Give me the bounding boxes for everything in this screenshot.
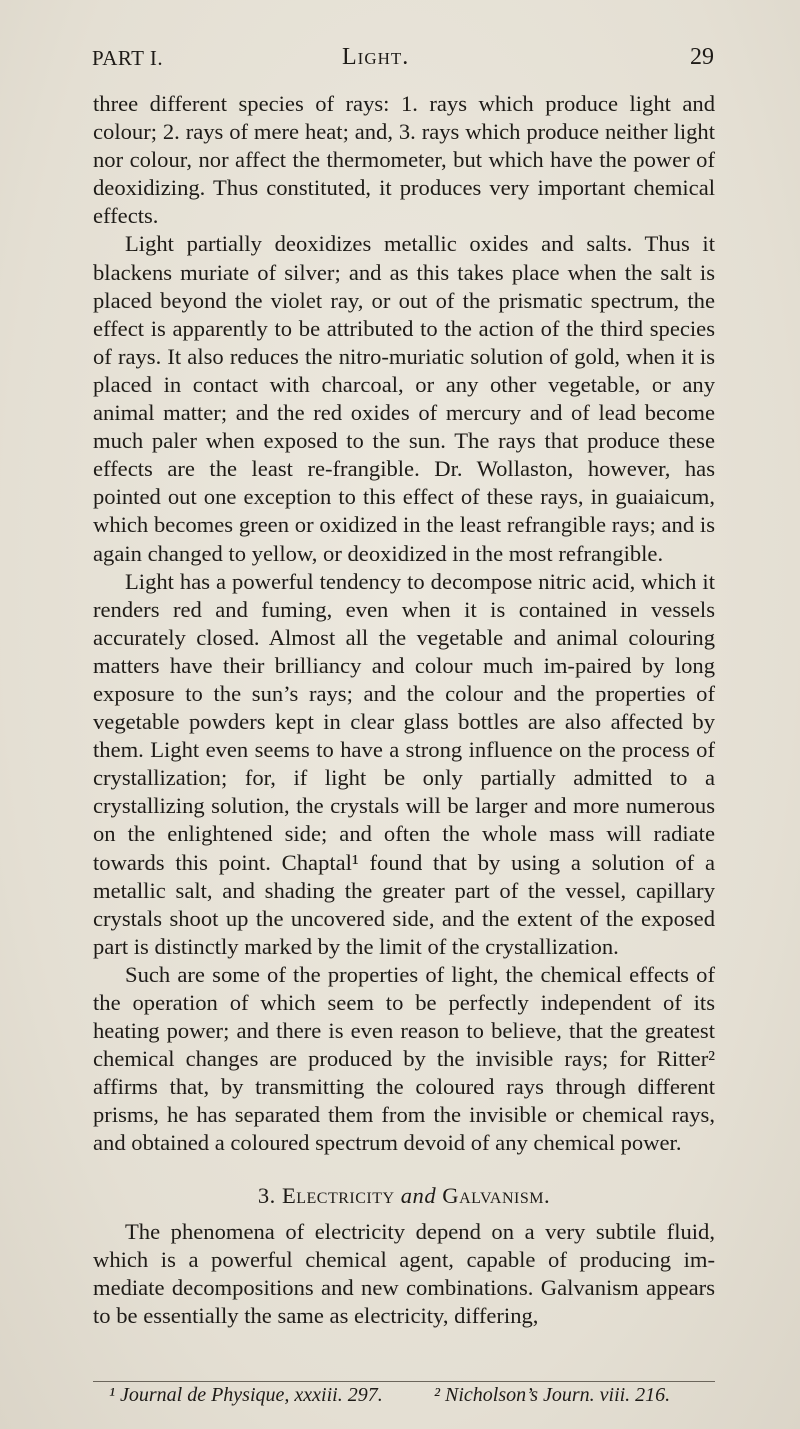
section-number: 3. bbox=[257, 1182, 276, 1208]
footnote-1: ¹ Journal de Physique, xxxiii. 297. bbox=[109, 1384, 383, 1406]
running-head-title: Light. bbox=[342, 44, 410, 70]
page-number: 29 bbox=[690, 44, 714, 70]
section-title-conjunction: and bbox=[400, 1182, 437, 1208]
paragraph-3: Light has a powerful tendency to decompose nitric acid, which it renders red and fuming, even when it is contained in vessels accurately closed. Almost all the vegetable and animal colouring matters have their brilliancy and colour much im-paired by long exposure to the sun’s rays; and the colour and the properties of vegetable powders kept in clear glass bottles are also affected by them. Light even seems to have a strong influence on the process of crystallization; for, if light be only partially admitted to a crystallizing solution, the crystals will be larger and more numerous on the enlightened side; and often the whole mass will radiate towards this point. Chaptal¹ found that by using a solution of a metallic salt, and shading the greater part of the vessel, capillary crystals shoot up the uncovered side, and the extent of the exposed part is distinctly marked by the limit of the crystallization. bbox=[93, 568, 715, 959]
section-title-galvanism: Galvanism. bbox=[442, 1182, 551, 1208]
running-head bbox=[92, 40, 714, 80]
section-title-electricity: Electricity bbox=[281, 1182, 395, 1208]
paragraph-2: Light partially deoxidizes metallic oxides and salts. Thus it blackens muriate of silver; and as this takes place when the salt is placed beyond the violet ray, or out of the prismatic spectrum, the effect is apparently to be attributed to the action of the third species of rays. It also reduces the nitro-muriatic solution of gold, when it is placed in contact with charcoal, or any other vegetable, or any animal matter; and the red oxides of mercury and of lead become much paler when exposed to the sun. The rays that produce these effects are the least re-frangible. Dr. Wollaston, however, has pointed out one exception to this effect of these rays, in guaiaicum, which becomes green or oxidized in the least refrangible rays; and is again changed to yellow, or deoxidized in the most refrangible. bbox=[93, 231, 715, 566]
running-head-part: PART I. bbox=[92, 46, 164, 70]
footnotes bbox=[93, 1381, 715, 1407]
paragraph-4: Such are some of the properties of light, the chemical effects of the operation of which seem to be perfectly independent of its heating power; and there is even reason to believe, that the greatest chemical changes are produced by the invisible rays; for Ritter² affirms that, by transmitting the coloured rays through different prisms, he has separated them from the invisible or chemical rays, and obtained a coloured spectrum devoid of any chemical power. bbox=[93, 961, 715, 1156]
section-heading bbox=[93, 1182, 715, 1210]
section-paragraph: The phenomena of electricity depend on a very subtile fluid, which is a powerful chemical agent, capable of producing im-mediate decompositions and new combinations. Galvanism appears to be essentially the same as electricity, differing, bbox=[93, 1218, 715, 1328]
body-text bbox=[93, 90, 715, 1330]
paragraph-1: three different species of rays: 1. rays which produce light and colour; 2. rays of mere heat; and, 3. rays which produce neither light nor colour, nor affect the thermometer, but which have the power of deoxidizing. Thus constituted, it produces very important chemical effects. bbox=[93, 91, 715, 229]
footnote-2: ² Nicholson’s Journ. viii. 216. bbox=[434, 1384, 671, 1406]
